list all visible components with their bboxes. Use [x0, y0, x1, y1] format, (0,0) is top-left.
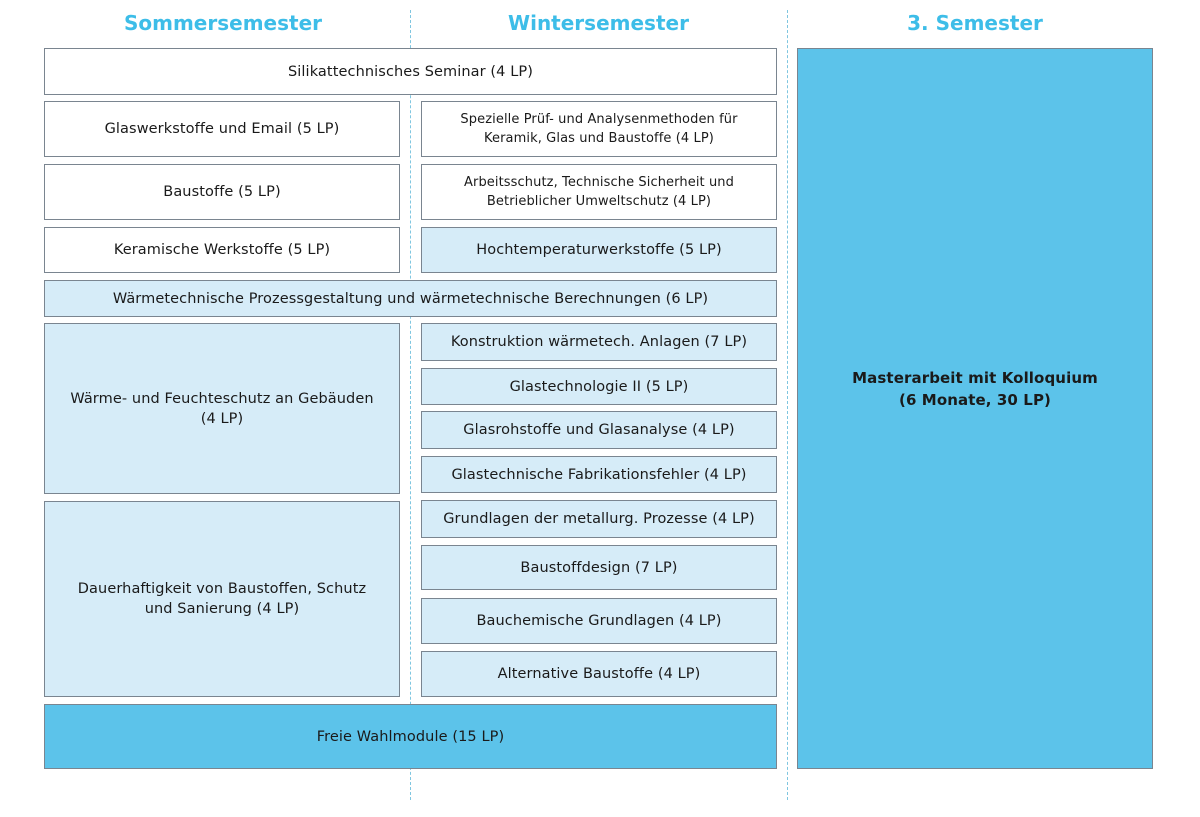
module-hochtemperaturwerkstoffe: Hochtemperaturwerkstoffe (5 LP) — [421, 227, 777, 273]
heading-3-semester: 3. Semester — [907, 11, 1043, 35]
module-baustoffe: Baustoffe (5 LP) — [44, 164, 400, 220]
module-pruef-analysenmethoden: Spezielle Prüf- und Analysenmethoden für Keramik, Glas und Baustoffe (4 LP) — [421, 101, 777, 157]
module-glastechnologie: Glastechnologie II (5 LP) — [421, 368, 777, 405]
module-baustoffdesign: Baustoffdesign (7 LP) — [421, 545, 777, 590]
module-waermetechnische-prozessgestaltung: Wärmetechnische Prozessgestaltung und wärmetechnische Berechnungen (6 LP) — [44, 280, 777, 317]
module-konstruktion: Konstruktion wärmetech. Anlagen (7 LP) — [421, 323, 777, 361]
module-glasrohstoffe: Glasrohstoffe und Glasanalyse (4 LP) — [421, 411, 777, 449]
module-freie-wahlmodule: Freie Wahlmodule (15 LP) — [44, 704, 777, 769]
module-silikattechnisches-seminar: Silikattechnisches Seminar (4 LP) — [44, 48, 777, 95]
module-glaswerkstoffe: Glaswerkstoffe und Email (5 LP) — [44, 101, 400, 157]
module-masterarbeit: Masterarbeit mit Kolloquium (6 Monate, 30 LP) — [797, 48, 1153, 769]
module-alternative-baustoffe: Alternative Baustoffe (4 LP) — [421, 651, 777, 697]
module-waerme-feuchteschutz: Wärme- und Feuchteschutz an Gebäuden (4 LP) — [44, 323, 400, 494]
divider-summer-winter — [410, 10, 411, 800]
heading-wintersemester: Wintersemester — [508, 11, 689, 35]
module-arbeitsschutz: Arbeitsschutz, Technische Sicherheit und Betrieblicher Umweltschutz (4 LP) — [421, 164, 777, 220]
module-keramische-werkstoffe: Keramische Werkstoffe (5 LP) — [44, 227, 400, 273]
divider-winter-third — [787, 10, 788, 800]
heading-sommersemester: Sommersemester — [123, 11, 323, 35]
module-fabrikationsfehler: Glastechnische Fabrikationsfehler (4 LP) — [421, 456, 777, 493]
module-metallurg-prozesse: Grundlagen der metallurg. Prozesse (4 LP) — [421, 500, 777, 538]
module-dauerhaftigkeit: Dauerhaftigkeit von Baustoffen, Schutz und Sanierung (4 LP) — [44, 501, 400, 697]
module-bauchemische-grundlagen: Bauchemische Grundlagen (4 LP) — [421, 598, 777, 644]
